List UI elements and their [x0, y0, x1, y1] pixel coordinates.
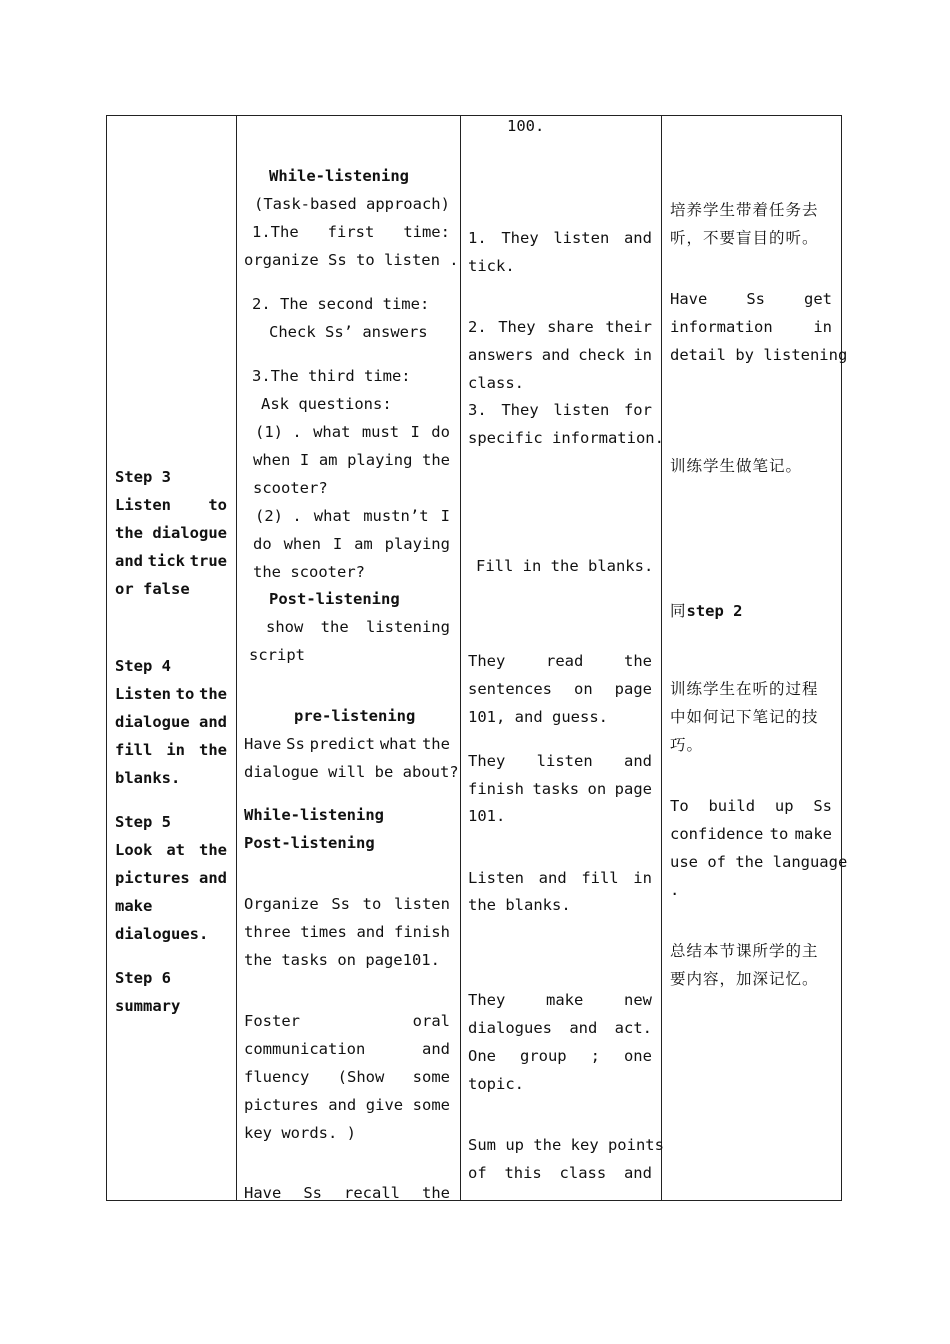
text-line: Check Ss’ answers: [269, 323, 428, 341]
step4-line: fill in the: [115, 741, 227, 759]
text-line: fluency (Show some: [244, 1068, 450, 1086]
text-line: 同step 2: [670, 602, 743, 620]
step3-line: Listen to: [115, 496, 227, 514]
step3-line: and tick true: [115, 552, 227, 570]
text-line: 2. They share their: [468, 318, 652, 336]
text-line: confidence to make: [670, 825, 832, 843]
pre-listening-heading: pre-listening: [294, 707, 416, 725]
text-line: 培养学生带着任务去: [670, 201, 819, 219]
text-line: Have Ss get: [670, 290, 832, 308]
text-line: dialogues and act.: [468, 1019, 652, 1037]
text-line: 1.The first time:: [252, 223, 450, 241]
while-listening-heading: While-listening: [244, 806, 384, 824]
text-line: 3. They listen for: [468, 401, 652, 419]
text-line: topic.: [468, 1075, 524, 1093]
text-line: 100.: [507, 117, 545, 135]
text-line: of this class and: [468, 1164, 652, 1182]
text-line: Have Ss recall the: [244, 1184, 450, 1202]
step5-line: make: [115, 897, 153, 915]
text-line: They read the: [468, 652, 652, 670]
text-line: 训练学生在听的过程: [670, 680, 819, 698]
text-line: 3.The third time:: [252, 367, 411, 385]
text-line: answers and check in: [468, 346, 652, 364]
text-line: 1. They listen and: [468, 229, 652, 247]
column-divider: [236, 116, 237, 1200]
step6-line: summary: [115, 997, 181, 1015]
question-line: the scooter?: [253, 563, 365, 581]
column-divider: [460, 116, 461, 1200]
step5-line: pictures and: [115, 869, 227, 887]
step6-title: Step 6: [115, 969, 171, 987]
text-line: three times and finish: [244, 923, 450, 941]
text-line: script: [249, 646, 305, 664]
text-line: sentences on page: [468, 680, 652, 698]
step5-line: dialogues.: [115, 925, 209, 943]
step3-line: or false: [115, 580, 190, 598]
text-line: To build up Ss: [670, 797, 832, 815]
step4-line: dialogue and: [115, 713, 227, 731]
post-listening-heading: Post-listening: [244, 834, 375, 852]
step5-title: Step 5: [115, 813, 171, 831]
text-line: 巧。: [670, 736, 704, 754]
text-line: organize Ss to listen .: [244, 251, 459, 269]
text-line: 101.: [468, 807, 506, 825]
text-line: detail by listening: [670, 346, 848, 364]
text-line: information in: [670, 318, 832, 336]
step4-line: Listen to the: [115, 685, 227, 703]
step4-title: Step 4: [115, 657, 171, 675]
step5-line: Look at the: [115, 841, 227, 859]
task-approach: (Task-based approach): [254, 195, 450, 213]
text-line: class.: [468, 374, 524, 392]
text-line: dialogue will be about?: [244, 763, 459, 781]
text-line: tick.: [468, 257, 515, 275]
text-line: 听，不要盲目的听。: [670, 229, 819, 247]
text-line: the tasks on page101.: [244, 951, 440, 969]
text-line: Organize Ss to listen: [244, 895, 450, 913]
text-line: 101, and guess.: [468, 708, 608, 726]
post-listening-heading: Post-listening: [269, 590, 400, 608]
while-listening-heading: While-listening: [269, 167, 409, 185]
text-line: Have Ss predict what the: [244, 735, 450, 753]
step3-line: the dialogue: [115, 524, 227, 542]
step4-line: blanks.: [115, 769, 181, 787]
text-line: 总结本节课所学的主: [670, 942, 819, 960]
text-line: show the listening: [266, 618, 450, 636]
text-line: communication and: [244, 1040, 450, 1058]
text-line: Listen and fill in: [468, 869, 652, 887]
text-line: .: [670, 881, 680, 899]
question-line: (1) . what must I do: [255, 423, 450, 441]
text-line: the blanks.: [468, 896, 571, 914]
text-line: Ask questions:: [261, 395, 392, 413]
text-line: key words. ): [244, 1124, 356, 1142]
text-line: finish tasks on page: [468, 780, 652, 798]
text-line: 2. The second time:: [252, 295, 430, 313]
text-line: 中如何记下笔记的技: [670, 708, 819, 726]
question-line: when I am playing the: [253, 451, 450, 469]
text-line: Fill in the blanks.: [476, 557, 654, 575]
step3-title: Step 3: [115, 468, 171, 486]
text-line: 训练学生做笔记。: [670, 457, 803, 475]
question-line: scooter?: [253, 479, 328, 497]
text-line: One group ; one: [468, 1047, 652, 1065]
column-divider: [661, 116, 662, 1200]
text-line: pictures and give some: [244, 1096, 450, 1114]
text-line: They make new: [468, 991, 652, 1009]
text-line: Foster oral: [244, 1012, 450, 1030]
text-line: Sum up the key points: [468, 1136, 664, 1154]
question-line: do when I am playing: [253, 535, 450, 553]
text-line: They listen and: [468, 752, 652, 770]
question-line: (2) . what mustn’t I: [255, 507, 450, 525]
text-line: use of the language: [670, 853, 848, 871]
text-line: 要内容，加深记忆。: [670, 970, 819, 988]
text-line: specific information.: [468, 429, 664, 447]
